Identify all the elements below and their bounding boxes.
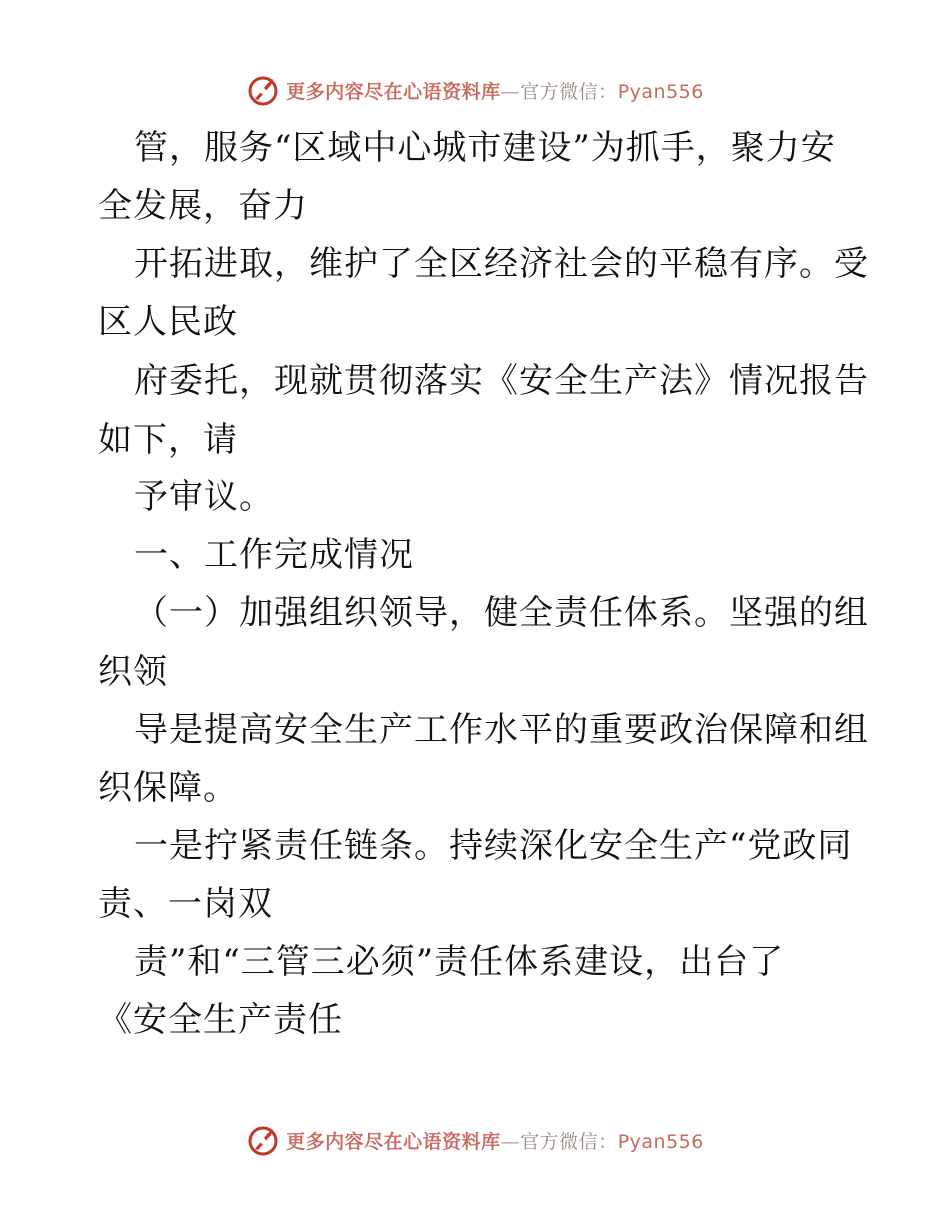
watermark-handle: Pyan556 bbox=[617, 80, 704, 103]
body-line: 导是提高安全生产工作水平的重要政治保障和组 bbox=[134, 710, 869, 750]
watermark-text bbox=[286, 1127, 704, 1154]
body-line: 全发展，奋力 bbox=[98, 186, 308, 226]
subsection-heading: （一）加强组织领导，健全责任体系。坚强的组 bbox=[134, 593, 869, 633]
body-line: 予审议。 bbox=[134, 477, 274, 517]
body-line: 责”和“三管三必须”责任体系建设，出台了 bbox=[134, 942, 785, 982]
body-line: 《安全生产责任 bbox=[98, 1000, 343, 1040]
watermark-site: 更多内容尽在心语资料库 bbox=[286, 1130, 501, 1153]
body-line: 管，服务“区域中心城市建设”为抓手，聚力安 bbox=[134, 128, 836, 168]
watermark-separator: — bbox=[500, 1130, 521, 1153]
body-line: 织保障。 bbox=[98, 768, 238, 808]
body-line: 开拓进取，维护了全区经济社会的平稳有序。受 bbox=[134, 244, 869, 284]
watermark-handle: Pyan556 bbox=[617, 1130, 704, 1153]
footer-watermark bbox=[0, 1120, 950, 1160]
body-line: 府委托，现就贯彻落实《安全生产法》情况报告 bbox=[134, 361, 869, 401]
section-heading: 一、工作完成情况 bbox=[134, 535, 414, 575]
body-line: 如下，请 bbox=[98, 420, 238, 460]
watermark-separator: — bbox=[500, 80, 521, 103]
header-watermark bbox=[0, 70, 950, 110]
watermark-site: 更多内容尽在心语资料库 bbox=[286, 80, 501, 103]
body-line: 织领 bbox=[98, 652, 168, 692]
body-line: 一是拧紧责任链条。持续深化安全生产“党政同 bbox=[134, 826, 853, 866]
pen-nib-circle-icon bbox=[246, 1123, 280, 1157]
watermark-wechat-label: 官方微信： bbox=[520, 1130, 618, 1153]
watermark-wechat-label: 官方微信： bbox=[520, 80, 618, 103]
body-line: 区人民政 bbox=[98, 302, 238, 342]
watermark-text bbox=[286, 77, 704, 104]
pen-nib-circle-icon bbox=[246, 73, 280, 107]
body-line: 责、一岗双 bbox=[98, 884, 273, 924]
